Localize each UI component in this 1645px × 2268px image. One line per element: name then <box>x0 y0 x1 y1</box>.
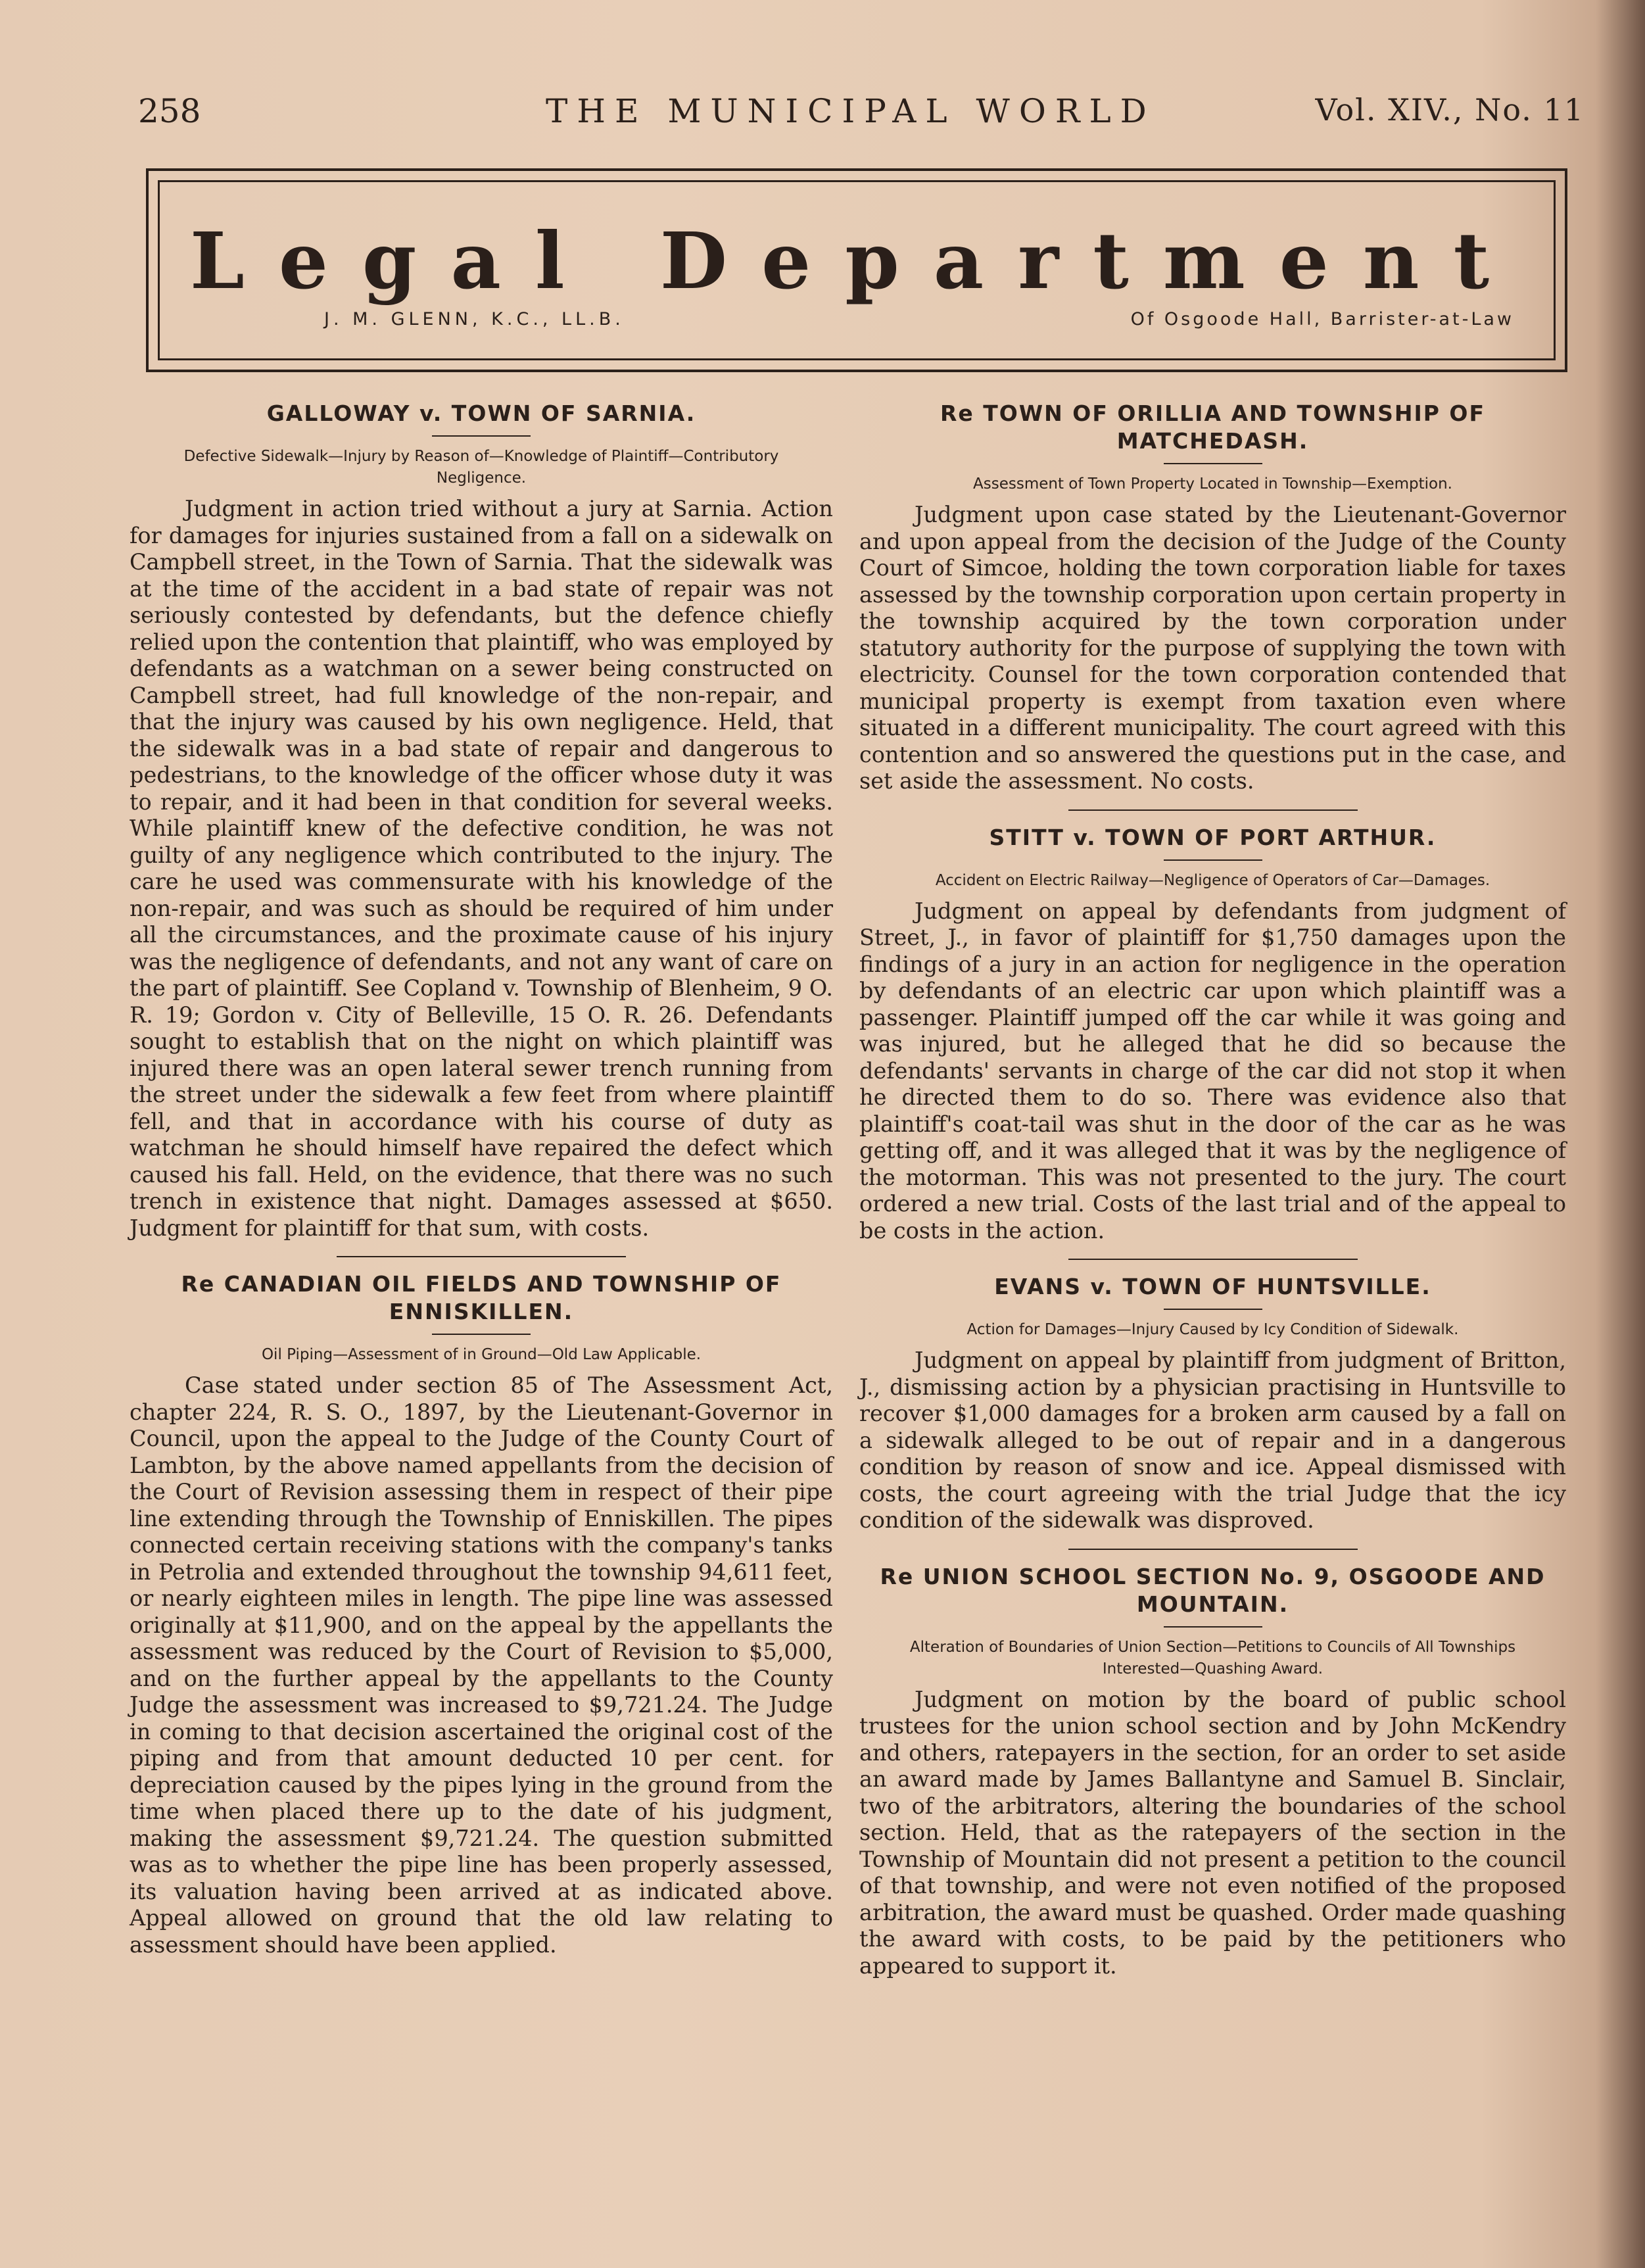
journal-title: THE MUNICIPAL WORLD <box>546 92 1156 130</box>
department-title: Legal Department <box>189 215 1524 306</box>
case-title: GALLOWAY v. TOWN OF SARNIA. <box>266 400 696 426</box>
case-headnote: Accident on Electric Railway—Negligence of Operators of Car—Damages. <box>935 871 1490 889</box>
divider <box>1164 463 1262 464</box>
case-article <box>130 400 833 1242</box>
editor-affiliation: Of Osgoode Hall, Barrister-at-Law <box>1130 309 1514 329</box>
section-divider <box>337 1256 626 1257</box>
case-body: Judgment on motion by the board of public school trustees for the union school section and by John McKendry and others, ratepayers in the section, for an order to set aside an award made by James Ballantyne and Samuel B. Sinclair, two of the arbitrators, altering the boundaries of the school section. Held, that as the ratepayers of the section in the Township of Mountain did not present a petition to the council of that township, and were not even notified of the proposed arbitration, the award must be quashed. Order made quashing the award with costs, to be paid by the petitioners who appeared to support it. <box>859 1686 1566 1979</box>
case-headnote: Defective Sidewalk—Injury by Reason of—Knowledge of Plaintiff—Contributory Negligence. <box>183 448 779 487</box>
case-headnote: Oil Piping—Assessment of in Ground—Old Law Applicable. <box>261 1346 702 1363</box>
case-title: Re CANADIAN OIL FIELDS AND TOWNSHIP OF ENNISKILLEN. <box>181 1271 782 1324</box>
case-title: EVANS v. TOWN OF HUNTSVILLE. <box>994 1274 1431 1299</box>
divider <box>432 1334 531 1335</box>
case-title: Re TOWN OF ORILLIA AND TOWNSHIP OF MATCHEDASH. <box>940 400 1486 454</box>
case-article <box>859 1273 1566 1534</box>
case-article <box>859 1563 1566 1980</box>
case-article <box>130 1270 833 1958</box>
divider <box>1164 859 1262 861</box>
volume-number: Vol. XIV., No. 11 <box>1315 92 1585 128</box>
case-title: STITT v. TOWN OF PORT ARTHUR. <box>989 824 1437 850</box>
divider <box>1164 1309 1262 1310</box>
case-body: Case stated under section 85 of The Assessment Act, chapter 224, R. S. O., 1897, by the Lieutenant-Governor in Council, upon the appeal to the Judge of the County Court of Lambton, by the above named appellants from the decision of the Court of Revision assessing them in respect of their pipe line extending through the Township of Enniskillen. The pipes connected certain receiving stations with the company's tanks in Petrolia and extended throughout the township 94,611 feet, or nearly eighteen miles in length. The pipe line was assessed originally at $11,900, and on the appeal by the appellants the assessment was reduced by the Court of Revision to $5,000, and on the further appeal by the appellants to the County Judge the assessment was increased to $9,721.24. The Judge in coming to that decision ascertained the original cost of the piping and from that amount deducted 10 per cent. for depreciation caused by the pipes lying in the ground from the time when placed there up to the date of his judgment, making the assessment $9,721.24. The question submitted was as to whether the pipe line has been properly assessed, its valuation having been arrived at as indicated above. Appeal allowed on ground that the old law relating to assessment should have been applied. <box>130 1372 833 1958</box>
case-headnote: Assessment of Town Property Located in Township—Exemption. <box>973 475 1452 493</box>
department-banner <box>146 168 1567 372</box>
case-body: Judgment in action tried without a jury at Sarnia. Action for damages for injuries sustained from a fall on a sidewalk on Campbell street, in the Town of Sarnia. That the sidewalk was at the time of the accident in a bad state of repair was not seriously contested by defendants, but the defence chiefly relied upon the contention that plaintiff, who was employed by defendants as a watchman on a sewer being constructed on Campbell street, had full knowledge of the non-repair, and that the injury was caused by his own negligence. Held, that the sidewalk was in a bad state of repair and dangerous to pedestrians, to the knowledge of the officer whose duty it was to repair, and it had been in that condition for several weeks. While plaintiff knew of the defective condition, he was not guilty of any negligence which contributed to the injury. The care he used was commensurate with his knowledge of the non-repair, and was such as should be required of him under all the circumstances, and the proximate cause of his injury was the negligence of defendants, and not any want of care on the part of plaintiff. See Copland v. Township of Blenheim, 9 O. R. 19; Gordon v. City of Belleville, 15 O. R. 26. Defendants sought to establish that on the night on which plaintiff was injured there was an open lateral sewer trench running from the street under the sidewalk a few feet from where plaintiff fell, and that in accordance with his course of duty as watchman he should himself have repaired the defect which caused his fall. Held, on the evidence, that there was no such trench in existence that night. Damages assessed at $650. Judgment for plaintiff for that sum, with costs. <box>130 496 833 1241</box>
divider <box>432 435 531 437</box>
page-number: 258 <box>138 92 201 130</box>
right-column <box>859 400 1566 1979</box>
section-divider <box>1068 1549 1358 1550</box>
case-headnote: Alteration of Boundaries of Union Section—Petitions to Councils of All Townships Interested—Quashing Award. <box>909 1638 1516 1677</box>
case-title: Re UNION SCHOOL SECTION No. 9, OSGOODE AND MOUNTAIN. <box>880 1563 1546 1617</box>
divider <box>1164 1626 1262 1628</box>
case-article <box>859 824 1566 1245</box>
case-body: Judgment on appeal by defendants from judgment of Street, J., in favor of plaintiff for $1,750 damages upon the findings of a jury in an action for negligence in the operation by defendants of an electric car upon which plaintiff was a passenger. Plaintiff jumped off the car while it was going and was injured, but he alleged that he did so because the defendants' servants in charge of the car did not stop it when he directed them to do so. There was evidence also that plaintiff's coat-tail was shut in the door of the car as he was getting off, and it was alleged that it was by the negligence of the motorman. This was not presented to the jury. The court ordered a new trial. Costs of the last trial and of the appeal to be costs in the action. <box>859 898 1566 1243</box>
running-head <box>138 92 1585 138</box>
case-body: Judgment upon case stated by the Lieutenant-Governor and upon appeal from the decision of the Judge of the County Court of Simcoe, holding the town corporation liable for taxes assessed by the township corporation upon certain property in the township acquired by the town corporation under statutory authority for the purpose of supplying the town with electricity. Counsel for the town corporation contended that municipal property is exempt from taxation even where situated in a different municipality. The court agreed with this contention and so answered the questions put in the case, and set aside the assessment. No costs. <box>859 502 1566 794</box>
case-article <box>859 400 1566 795</box>
section-divider <box>1068 809 1358 811</box>
case-headnote: Action for Damages—Injury Caused by Icy Condition of Sidewalk. <box>966 1321 1459 1338</box>
editor-name: J. M. GLENN, K.C., LL.B. <box>324 309 625 329</box>
case-body: Judgment on appeal by plaintiff from judgment of Britton, J., dismissing action by a physician practising in Huntsville to recover $1,000 damages for a broken arm caused by a fall on a sidewalk alleged to be out of repair and in a dangerous condition by reason of snow and ice. Appeal dismissed with costs, the court agreeing with the trial Judge that the icy condition of the sidewalk was disproved. <box>859 1347 1566 1533</box>
left-column <box>130 400 833 1958</box>
banner-inner-frame <box>158 180 1556 360</box>
section-divider <box>1068 1259 1358 1260</box>
